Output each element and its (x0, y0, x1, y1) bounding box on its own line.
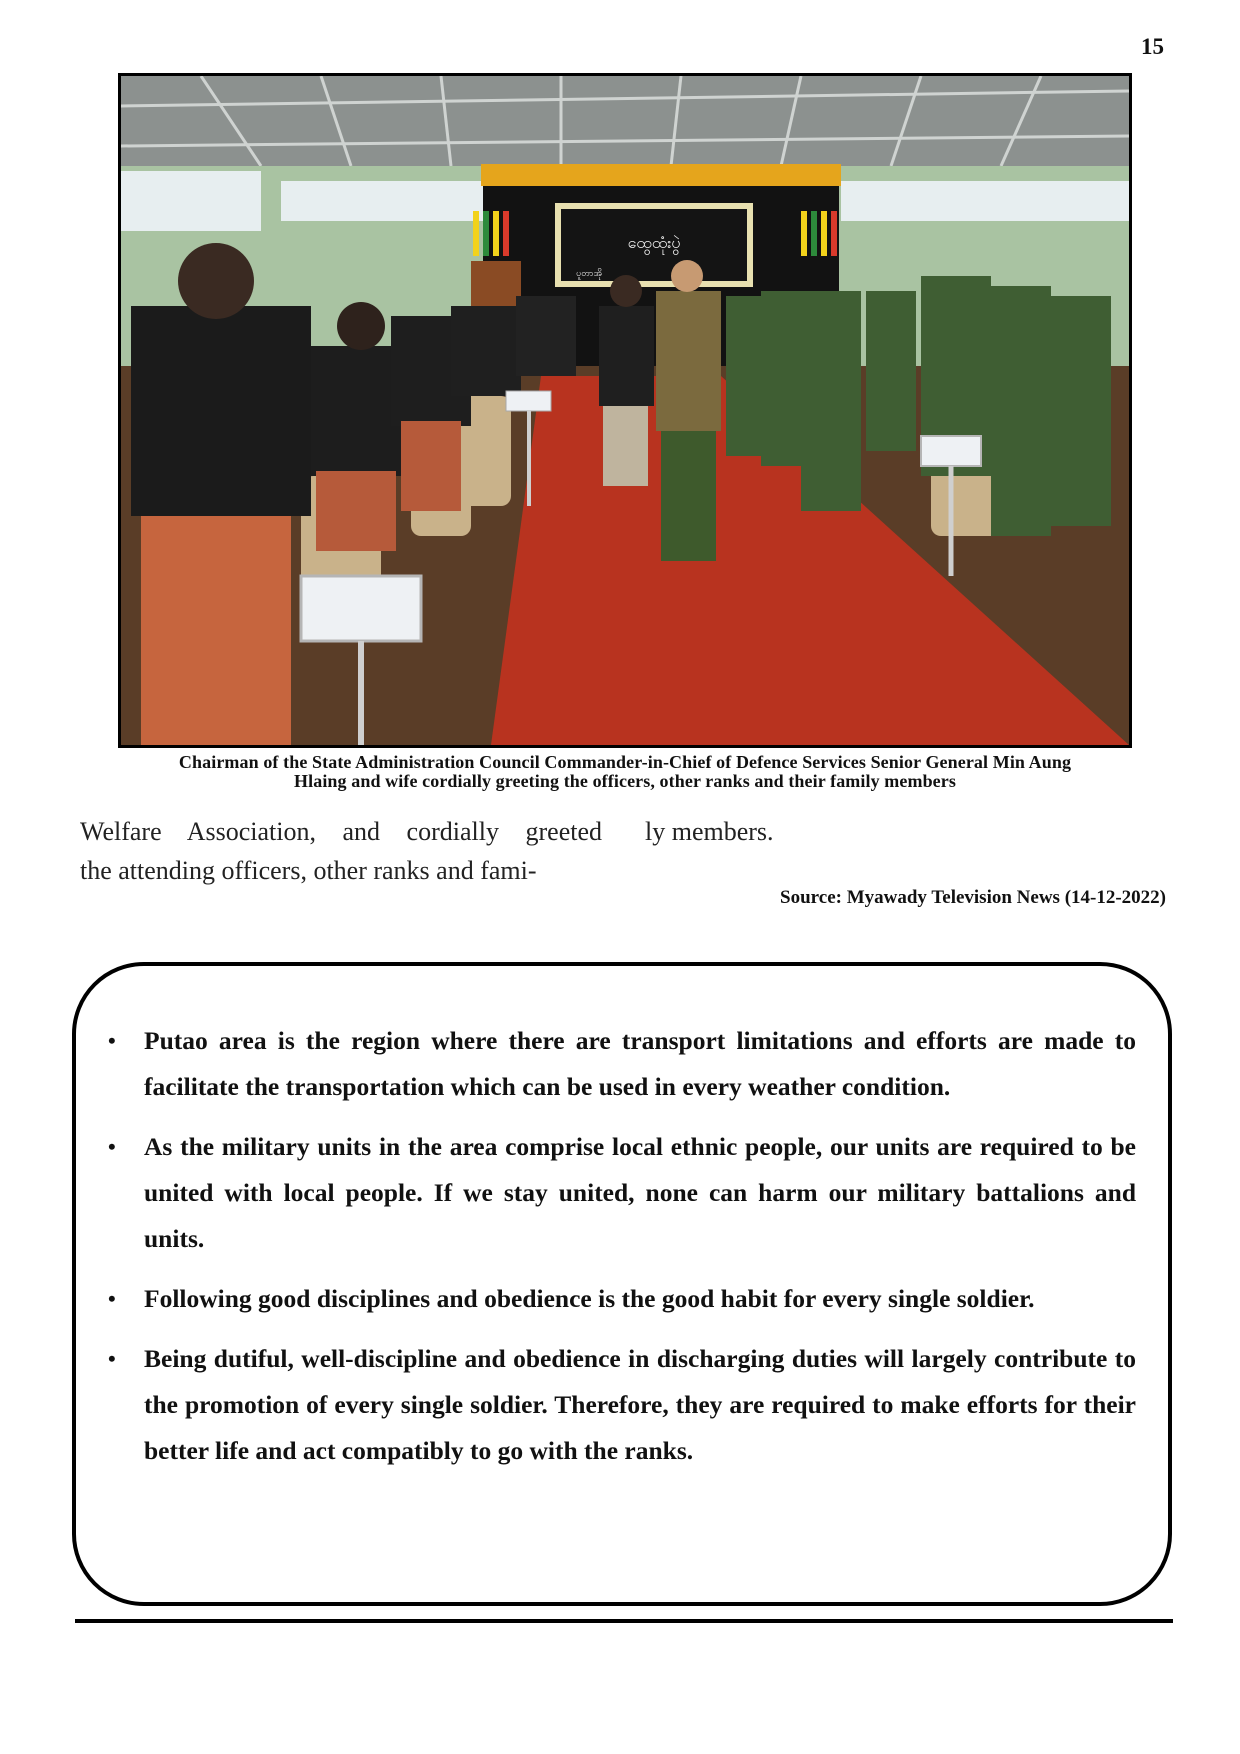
list-item-text: As the military units in the area comprise local ethnic people, our units are required to be united with local people. If we stay united, none can harm our military battalions and units. (144, 1132, 1136, 1253)
photo-caption (96, 753, 1154, 791)
list-item (108, 1276, 1136, 1322)
key-points-list (108, 1018, 1136, 1488)
podium-text: ပူတာအို (576, 269, 602, 279)
caption-line-2: Hlaing and wife cordially greeting the officers, other ranks and their family members (294, 771, 956, 791)
hall-scene-illustration (121, 76, 1129, 745)
bottom-rule (75, 1619, 1173, 1623)
bullet-icon: • (108, 1134, 116, 1159)
stage-valance (481, 164, 841, 186)
source-credit: Source: Myawady Television News (14-12-2022) (780, 887, 1166, 908)
roof (121, 76, 1129, 166)
news-photo (118, 73, 1132, 748)
bullet-icon: • (108, 1346, 116, 1371)
list-item-text: Putao area is the region where there are transport limitations and efforts are made to facilitate the transportation which can be used in every weather condition. (144, 1026, 1136, 1101)
list-item-text: Being dutiful, well-discipline and obedience in discharging duties will largely contribute to the promotion of every single soldier. Therefore, they are required to make efforts for their better life and act compatibly to go with the ranks. (144, 1344, 1136, 1465)
article-line: ly members. (645, 817, 774, 846)
list-item-text: Following good disciplines and obedience is the good habit for every single soldier. (144, 1284, 1035, 1313)
page-number: 15 (1141, 34, 1164, 59)
bullet-icon: • (108, 1286, 116, 1311)
list-item (108, 1336, 1136, 1474)
list-item (108, 1124, 1136, 1262)
article-line: Welfare Association, and cordially greeted (80, 817, 602, 846)
caption-line-1: Chairman of the State Administration Council Commander-in-Chief of Defence Services Senior General Min Aung (178, 752, 1072, 772)
article-column-left (80, 812, 602, 890)
key-points-box (72, 962, 1172, 1606)
article-column-right (645, 812, 1165, 851)
banner-text: ထွေထုံးပွဲ (627, 233, 681, 252)
bullet-icon: • (108, 1028, 116, 1053)
list-item (108, 1018, 1136, 1110)
article-line: the attending officers, other ranks and fami- (80, 856, 537, 885)
